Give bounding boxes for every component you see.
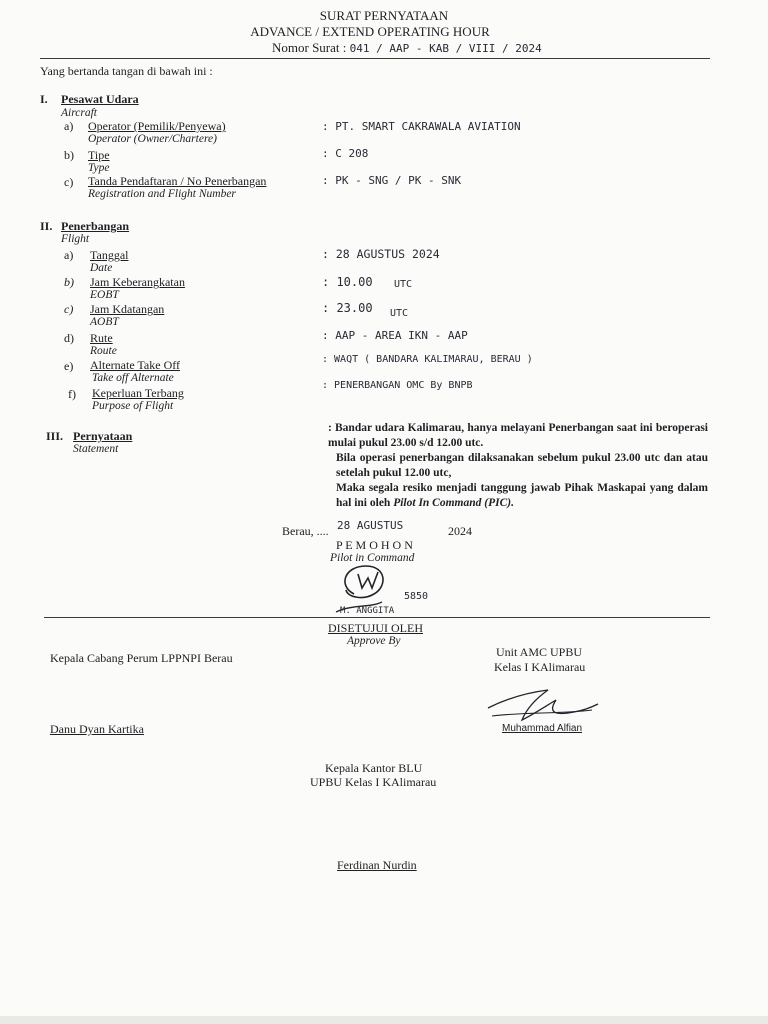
item-label: Alternate Take Off — [90, 358, 181, 372]
item-sublabel: Type — [88, 162, 110, 174]
section1-number: I. — [40, 92, 48, 106]
document-subtitle: ADVANCE / EXTEND OPERATING HOUR — [250, 24, 490, 39]
item-value: : C 208 — [322, 147, 369, 160]
item-unit: UTC — [394, 279, 413, 290]
item-label: Operator (Pemilik/Penyewa) — [88, 119, 226, 133]
item-sublabel: Operator (Owner/Chartere) — [88, 133, 217, 145]
item-label: Jam Keberangkatan — [90, 275, 185, 289]
statement-line3-main: Maka segala resiko menjadi tanggung jawab Pihak Maskapai yang dalam hal ini oleh — [336, 482, 708, 509]
section2-subtitle: Flight — [61, 233, 90, 245]
approver-left-name: Danu Dyan Kartika — [50, 722, 144, 736]
item-letter: e) — [64, 359, 74, 373]
item-letter: d) — [64, 331, 74, 345]
item-value: : WAQT ( BANDARA KALIMARAU, BERAU ) — [322, 354, 533, 365]
item-sublabel: Purpose of Flight — [92, 400, 174, 412]
item-letter: c) — [64, 302, 74, 316]
item-value: : AAP - AREA IKN - AAP — [322, 329, 468, 342]
pic-name: M. ANGGITA — [340, 606, 395, 616]
item-sublabel: AOBT — [90, 316, 119, 328]
pemohon-label: P E M O H O N — [336, 538, 413, 552]
approver-right-signature — [482, 686, 602, 726]
letter-number-label: Nomor Surat : — [272, 40, 347, 55]
pic-label: Pilot in Command — [330, 552, 415, 564]
statement-text — [328, 421, 708, 511]
item-label: Rute — [90, 331, 113, 345]
section2-title: Penerbangan — [61, 219, 130, 233]
item-value: : 28 AGUSTUS 2024 — [322, 247, 440, 261]
section1-title: Pesawat Udara — [61, 92, 139, 106]
signature-divider — [44, 617, 710, 618]
item-label: Tipe — [88, 148, 110, 162]
item-unit: UTC — [390, 308, 409, 319]
pic-signature-number: 5850 — [404, 591, 429, 602]
intro-text: Yang bertanda tangan di bawah ini : — [40, 64, 213, 78]
statement-line2: Bila operasi penerbangan dilaksanakan sebelum pukul 23.00 utc dan atau setelah pukul 12.00 utc, — [336, 452, 708, 479]
section3-title: Pernyataan — [73, 429, 133, 443]
letter-number-value: 041 / AAP - KAB / VIII / 2024 — [349, 42, 542, 55]
section3-subtitle: Statement — [73, 443, 119, 455]
item-sublabel: Route — [90, 345, 117, 357]
signing-place: Berau, .... — [282, 524, 329, 538]
statement-line3-pic: Pilot In Command (PIC). — [393, 497, 514, 509]
section1-subtitle: Aircraft — [61, 107, 97, 119]
item-value: : PK - SNG / PK - SNK — [322, 174, 462, 187]
item-letter: f) — [68, 387, 76, 401]
item-label: Tanggal — [90, 248, 129, 262]
approver-center-subtitle: UPBU Kelas I KAlimarau — [310, 775, 437, 789]
approval-title: DISETUJUI OLEH — [328, 621, 423, 635]
scan-bottom-edge — [0, 1016, 768, 1024]
statement-line3 — [336, 481, 708, 511]
item-sublabel: Registration and Flight Number — [88, 188, 236, 200]
item-value: : 23.00 — [322, 301, 373, 315]
statement-line1: : Bandar udara Kalimarau, hanya melayani Penerbangan saat ini beroperasi mulai pukul 23.00 s/d 12.00 utc. — [328, 422, 708, 449]
signing-year: 2024 — [448, 524, 472, 538]
document-title: SURAT PERNYATAAN — [319, 8, 449, 23]
header-divider — [40, 58, 710, 59]
approver-right-name: Muhammad Alfian — [502, 723, 583, 734]
approver-right-subtitle: Kelas I KAlimarau — [494, 660, 586, 674]
item-sublabel: EOBT — [90, 289, 119, 301]
approver-right-title: Unit AMC UPBU — [496, 645, 583, 659]
section3-number: III. — [46, 429, 64, 443]
item-label: Tanda Pendaftaran / No Penerbangan — [88, 174, 267, 188]
item-value: : PT. SMART CAKRAWALA AVIATION — [322, 120, 521, 133]
section2-number: II. — [40, 219, 53, 233]
item-letter: b) — [64, 275, 74, 289]
item-label: Keperluan Terbang — [92, 386, 184, 400]
item-value: : PENERBANGAN OMC By BNPB — [322, 380, 473, 391]
approver-center-name: Ferdinan Nurdin — [337, 858, 417, 872]
item-sublabel: Take off Alternate — [92, 372, 174, 384]
item-letter: a) — [64, 119, 74, 133]
approver-left-title: Kepala Cabang Perum LPPNPI Berau — [50, 651, 233, 665]
item-letter: c) — [64, 175, 74, 189]
item-label: Jam Kdatangan — [90, 302, 165, 316]
item-sublabel: Date — [90, 262, 113, 274]
approval-subtitle: Approve By — [347, 635, 401, 647]
letter-number — [272, 40, 542, 56]
signing-date: 28 AGUSTUS — [337, 519, 404, 532]
item-letter: a) — [64, 248, 74, 262]
item-value: : 10.00 — [322, 275, 373, 289]
approver-center-title: Kepala Kantor BLU — [325, 761, 423, 775]
item-letter: b) — [64, 148, 74, 162]
